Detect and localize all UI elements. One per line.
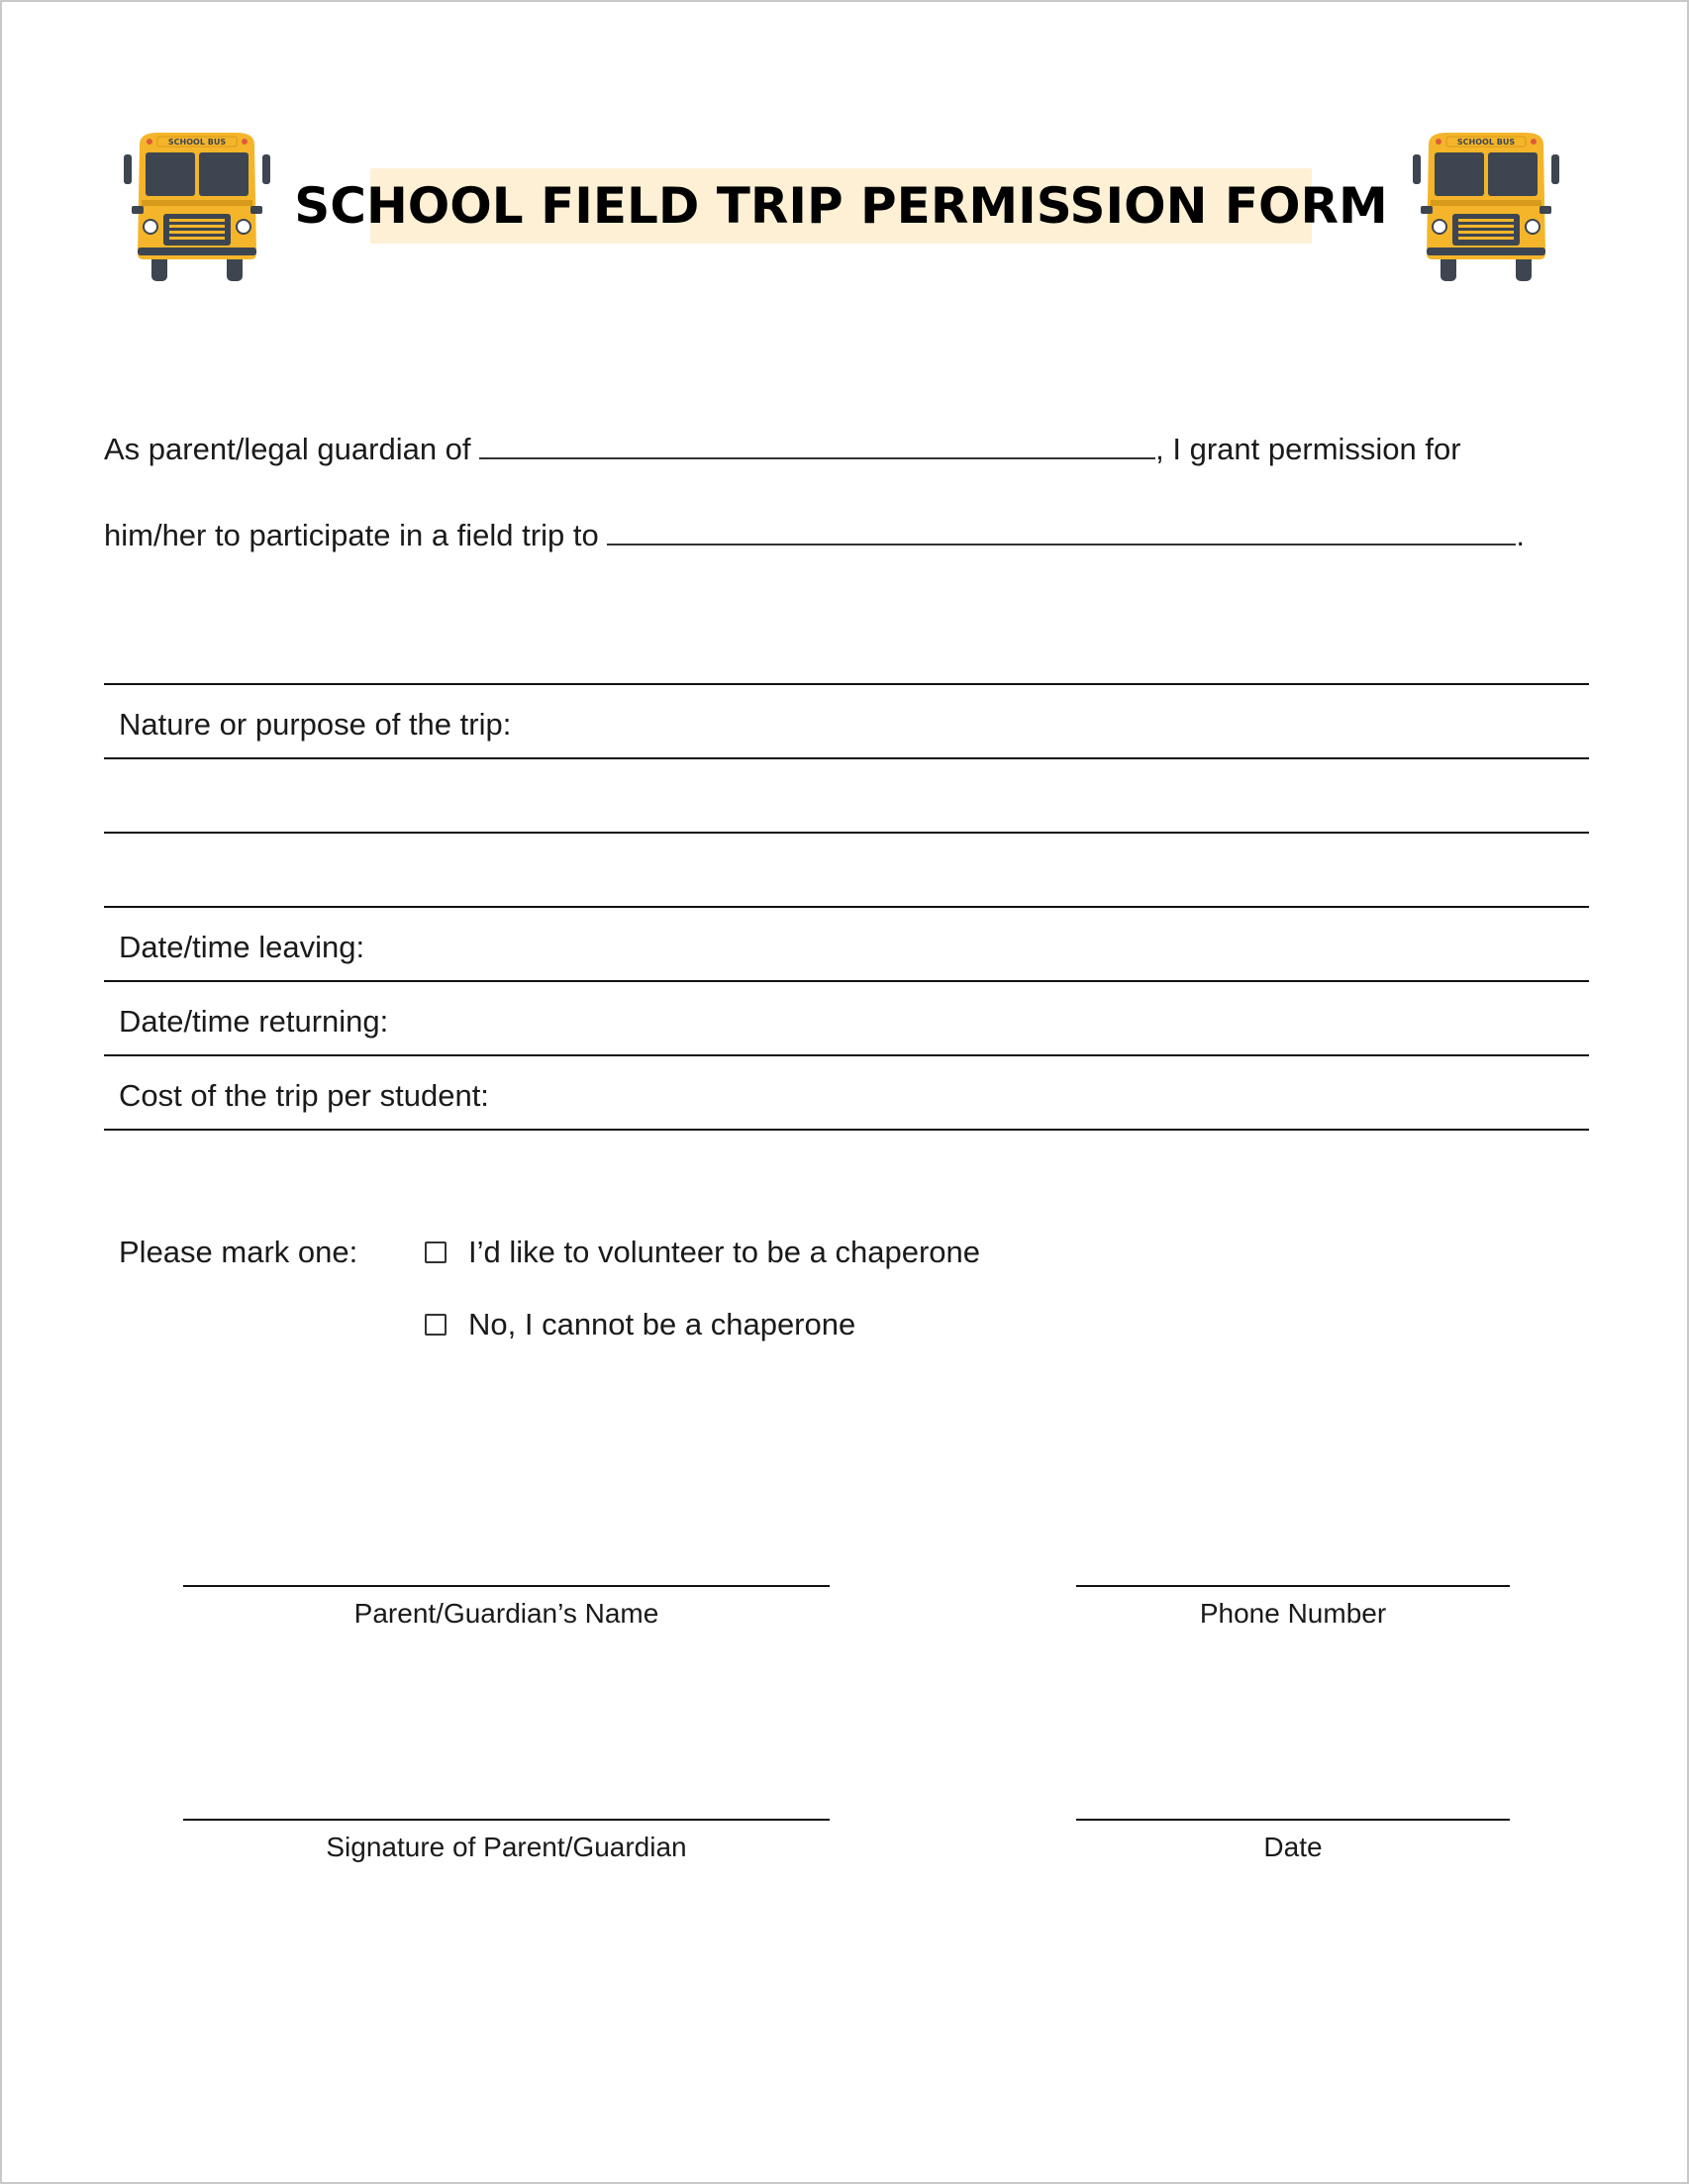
intro-line-1-prefix: As parent/legal guardian of: [104, 432, 471, 466]
field-rule: [104, 683, 1589, 685]
bus-sign-text: SCHOOL BUS: [1456, 138, 1516, 147]
phone-line[interactable]: [1076, 1585, 1510, 1587]
checkbox-no[interactable]: [425, 1314, 447, 1336]
date-label: Date: [1263, 1832, 1323, 1862]
purpose-line[interactable]: [104, 832, 1589, 834]
returning-line[interactable]: [104, 1054, 1589, 1056]
returning-label: Date/time returning:: [119, 1004, 389, 1039]
bus-sign-text: SCHOOL BUS: [167, 138, 227, 147]
school-bus-icon: [118, 125, 276, 283]
intro-line-1-suffix: , I grant permission for: [1155, 432, 1461, 466]
purpose-label: Nature or purpose of the trip:: [119, 707, 512, 742]
mark-one-label: Please mark one:: [119, 1235, 358, 1269]
page-title: SCHOOL FIELD TRIP PERMISSION FORM: [294, 177, 1388, 235]
intro-line-2: [104, 516, 1525, 553]
chaperone-no-label: No, I cannot be a chaperone: [468, 1307, 856, 1341]
parent-name-line[interactable]: [183, 1585, 830, 1587]
signature-label: Signature of Parent/Guardian: [326, 1832, 687, 1862]
date-line[interactable]: [1076, 1819, 1510, 1821]
school-bus-icon: [1407, 125, 1565, 283]
chaperone-yes-label: I’d like to volunteer to be a chaperone: [468, 1235, 981, 1269]
destination-blank[interactable]: [607, 516, 1516, 546]
leaving-label: Date/time leaving:: [119, 930, 365, 964]
phone-label: Phone Number: [1199, 1598, 1387, 1629]
purpose-line[interactable]: [104, 906, 1589, 908]
parent-name-label: Parent/Guardian’s Name: [353, 1598, 659, 1629]
cost-line[interactable]: [104, 1129, 1589, 1131]
intro-line-2-suffix: .: [1516, 518, 1525, 552]
intro-line-1: [104, 430, 1461, 467]
purpose-line[interactable]: [104, 757, 1589, 759]
signature-line[interactable]: [183, 1819, 830, 1821]
chaperone-yes-option[interactable]: [425, 1235, 980, 1270]
title-highlight: [294, 168, 1388, 244]
intro-line-2-prefix: him/her to participate in a field trip to: [104, 518, 599, 552]
child-name-blank[interactable]: [479, 430, 1155, 459]
checkbox-yes[interactable]: [425, 1241, 447, 1263]
leaving-line[interactable]: [104, 980, 1589, 982]
cost-label: Cost of the trip per student:: [119, 1078, 489, 1113]
chaperone-no-option[interactable]: [425, 1307, 855, 1342]
